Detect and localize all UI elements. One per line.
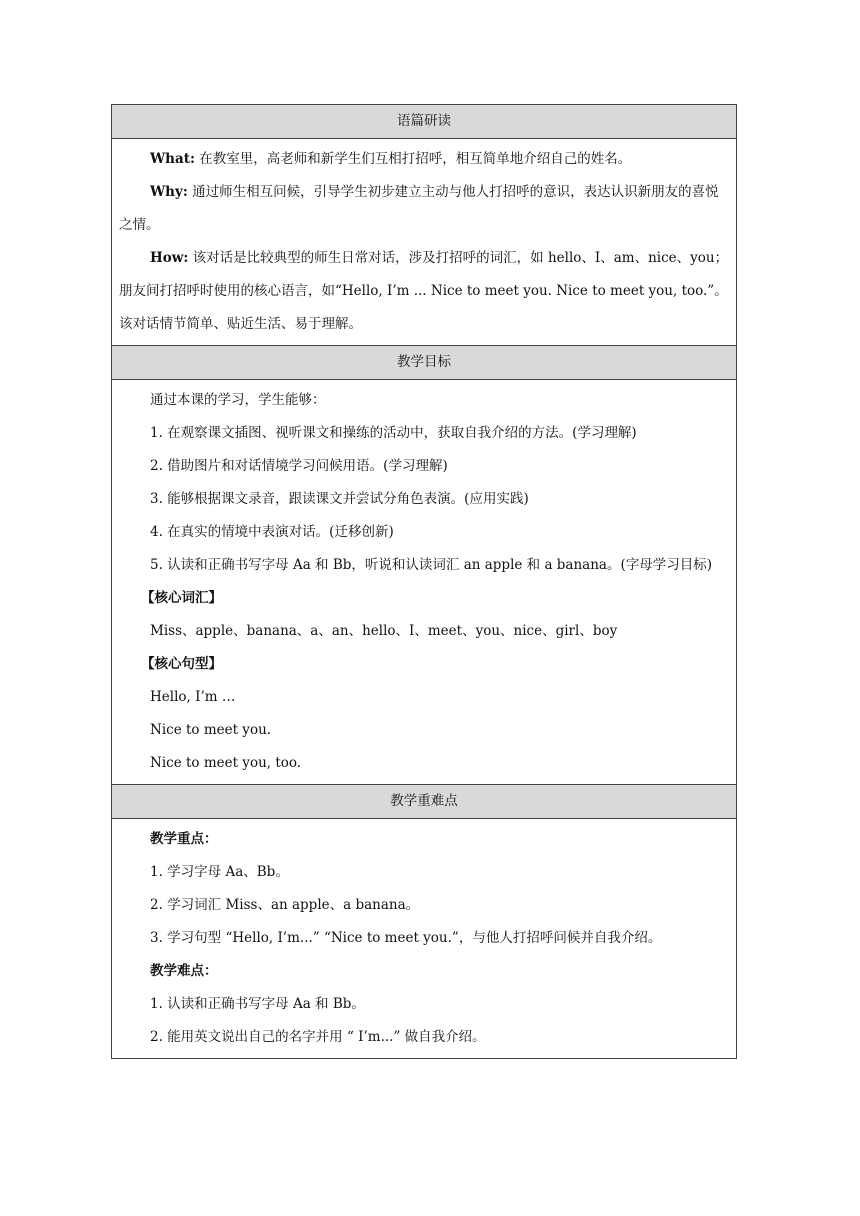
- difficult-point-item: 2. 能用英文说出自己的名字并用 “ I’m...” 做自我介绍。: [150, 1029, 486, 1045]
- objective-item: 4. 在真实的情境中表演对话。(迁移创新): [150, 524, 394, 540]
- section-header-key-difficult-points: 教学重难点: [112, 785, 736, 819]
- how-text: 该对话是比较典型的师生日常对话，涉及打招呼的词汇，如 hello、I、am、nice、you；朋友间打招呼时使用的核心语言，如“Hello, I’m ... Nice to meet you. Nice to meet you, too.”。该对话情节简单、贴近生活、易于理解。: [119, 250, 729, 332]
- section-header-teaching-objectives: 教学目标: [112, 346, 736, 380]
- core-vocab-heading: 【核心词汇】: [141, 590, 222, 606]
- how-label: How:: [150, 250, 189, 266]
- objective-item: 2. 借助图片和对话情境学习问候用语。(学习理解): [150, 458, 448, 474]
- lesson-plan-table: [111, 104, 737, 1059]
- objective-item: 5. 认读和正确书写字母 Aa 和 Bb，听说和认读词汇 an apple 和 a banana。(字母学习目标): [150, 557, 713, 573]
- core-vocab-list: Miss、apple、banana、a、an、hello、I、meet、you、nice、girl、boy: [150, 623, 618, 639]
- objectives-intro: 通过本课的学习，学生能够：: [150, 392, 326, 408]
- key-point-item: 3. 学习句型 “Hello, I’m...” “Nice to meet you.”，与他人打招呼问候并自我介绍。: [150, 930, 662, 946]
- section-body-key-difficult-points: [112, 819, 736, 1058]
- objective-item: 1. 在观察课文插图、视听课文和操练的活动中，获取自我介绍的方法。(学习理解): [150, 425, 637, 441]
- why-text: 通过师生相互问候，引导学生初步建立主动与他人打招呼的意识，表达认识新朋友的喜悦之情。: [119, 184, 719, 233]
- why-paragraph: [119, 176, 729, 242]
- what-label: What:: [150, 151, 195, 167]
- section-header-text-analysis: 语篇研读: [112, 105, 736, 139]
- core-sentence: Hello, I’m …: [150, 689, 236, 705]
- how-paragraph: [119, 242, 729, 341]
- core-sentence-heading: 【核心句型】: [141, 656, 222, 672]
- core-sentence: Nice to meet you, too.: [150, 755, 302, 771]
- objective-item: 3. 能够根据课文录音，跟读课文并尝试分角色表演。(应用实践): [150, 491, 529, 507]
- why-label: Why:: [150, 184, 188, 200]
- what-paragraph: [119, 143, 729, 176]
- key-point-item: 2. 学习词汇 Miss、an apple、a banana。: [150, 897, 420, 913]
- difficult-points-heading: 教学难点：: [150, 963, 218, 979]
- key-point-item: 1. 学习字母 Aa、Bb。: [150, 864, 289, 880]
- what-text: 在教室里，高老师和新学生们互相打招呼，相互简单地介绍自己的姓名。: [199, 151, 632, 167]
- section-body-teaching-objectives: [112, 380, 736, 785]
- key-points-heading: 教学重点：: [150, 831, 218, 847]
- section-body-text-analysis: [112, 139, 736, 346]
- difficult-point-item: 1. 认读和正确书写字母 Aa 和 Bb。: [150, 996, 365, 1012]
- core-sentence: Nice to meet you.: [150, 722, 272, 738]
